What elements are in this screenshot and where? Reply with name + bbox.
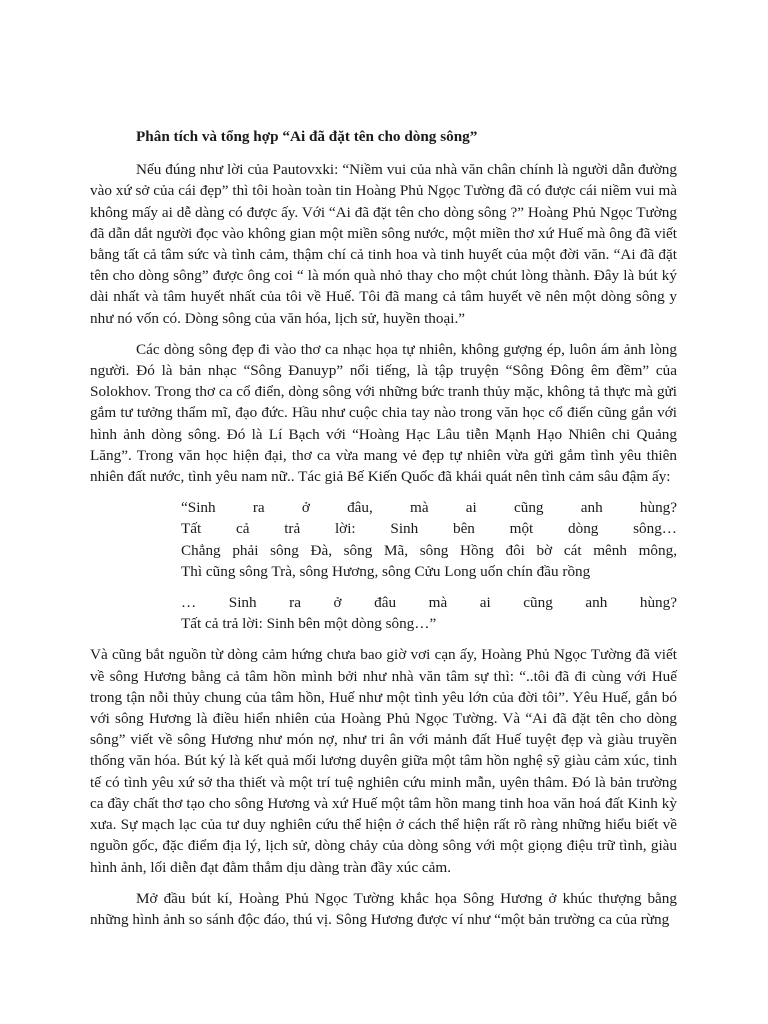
poem-line: … Sinh ra ở đâu mà ai cũng anh hùng?: [181, 594, 677, 612]
document-page: [90, 119, 677, 940]
poem-line: Tất cả trả lời: Sinh bên một dòng sông…”: [181, 615, 437, 633]
paragraph-2: Các dòng sông đẹp đi vào thơ ca nhạc họa tự nhiên, không gượng ép, luôn ám ảnh lòng người. Đó là bản nhạc “Sông Đanuyp” nổi tiếng, là tập truyện “Sông Đông êm đềm” của Solokhov. Trong thơ ca cổ điển, dòng sông với những bức tranh thủy mặc, không tả thực mà gửi gắm tư tưởng thẩm mĩ, đạo đức. Hầu như cuộc chia tay nào trong văn học cổ điển cũng gắn với hình ảnh dòng sông. Đó là Lí Bạch với “Hoàng Hạc Lâu tiễn Mạnh Hạo Nhiên chi Quảng Lăng”. Trong văn học hiện đại, thơ ca vừa mang vẻ đẹp tự nhiên vừa gửi gắm tình yêu thiên nhiên đất nước, tình yêu nam nữ.. Tác giả Bế Kiến Quốc đã khái quát nên tình cảm sâu đậm ấy:: [90, 340, 677, 486]
poem-line: Tất cả trả lời: Sinh bên một dòng sông…: [181, 520, 677, 538]
poem-line: “Sinh ra ở đâu, mà ai cũng anh hùng?: [181, 499, 677, 517]
poem-stanza-2: [181, 592, 677, 634]
paragraph-1: Nếu đúng như lời của Pautovxki: “Niềm vui của nhà văn chân chính là người dẫn đường vào xứ sở của cái đẹp” thì tôi hoàn toàn tin Hoàng Phủ Ngọc Tường đã có được cái niềm vui mà không mấy ai dễ dàng có được ấy. Với “Ai đã đặt tên cho dòng sông ?” Hoàng Phủ Ngọc Tường đã dẫn dắt người đọc vào không gian một miền sông nước, một miền thơ xứ Huế mà ông đã viết bằng tất cả tâm sức và tình cảm, thậm chí cả tinh hoa và tinh huyết của một đời văn. “Ai đã đặt tên cho dòng sông” được ông coi “ là món quà nhỏ thay cho một chút lòng thành. Đây là bút ký dài nhất và tâm huyết nhất của tôi về Huế. Tôi đã mang cả tâm huyết vẽ nên một dòng sông y như nó vốn có. Dòng sông của văn hóa, lịch sử, huyền thoại.”: [90, 161, 677, 327]
poem-stanza-1: [181, 497, 677, 582]
poem-line: Chẳng phải sông Đà, sông Mã, sông Hồng đôi bờ cát mênh mông,: [181, 541, 677, 559]
document-title: Phân tích và tổng hợp “Ai đã đặt tên cho dòng sông”: [136, 128, 478, 145]
poem-line: Thì cũng sông Trà, sông Hương, sông Cửu Long uốn chín đầu rồng: [181, 562, 591, 580]
paragraph-3: Và cũng bắt nguồn từ dòng cảm hứng chưa bao giờ vơi cạn ấy, Hoàng Phủ Ngọc Tường đã viết về sông Hương bằng cả tâm hồn mình bởi như nhà văn tâm sự thì: “..tôi đã đi cùng với Huế trong tận nỗi thủy chung của tâm hồn, Huế như một tình yêu lớn của đời tôi”. Yêu Huế, gắn bó với sông Hương là điều hiển nhiên của Hoàng Phủ Ngọc Tường. Và “Ai đã đặt tên cho dòng sông” viết về sông Hương như món nợ, như tri ân với mảnh đất Huế tuyệt đẹp và giàu truyền thống văn hóa. Bút ký là kết quả mối lương duyên giữa một tâm hồn nghệ sỹ giàu cảm xúc, tinh tế có tình yêu xứ sở tha thiết và một trí tuệ nghiên cứu minh mẫn, uyên thâm. Đó là bản trường ca đầy chất thơ tạo cho sông Hương và xứ Huế một tâm hồn mang tinh hoa văn hoá đất Kinh kỳ xưa. Sự mạch lạc của tư duy nghiên cứu thể hiện ở cách thể hiện rất rõ ràng những hiểu biết về nguồn gốc, đặc điểm địa lý, lịch sử, dòng chảy của dòng sông với một giọng điệu trữ tình, giàu hình ảnh, lối diễn đạt đằm thắm dịu dàng tràn đầy xúc cảm.: [90, 646, 677, 876]
paragraph-4: Mở đầu bút kí, Hoàng Phủ Ngọc Tường khắc họa Sông Hương ở khúc thượng bằng những hình ảnh so sánh độc đáo, thú vị. Sông Hương được ví như “một bản trường ca của rừng: [90, 889, 677, 928]
